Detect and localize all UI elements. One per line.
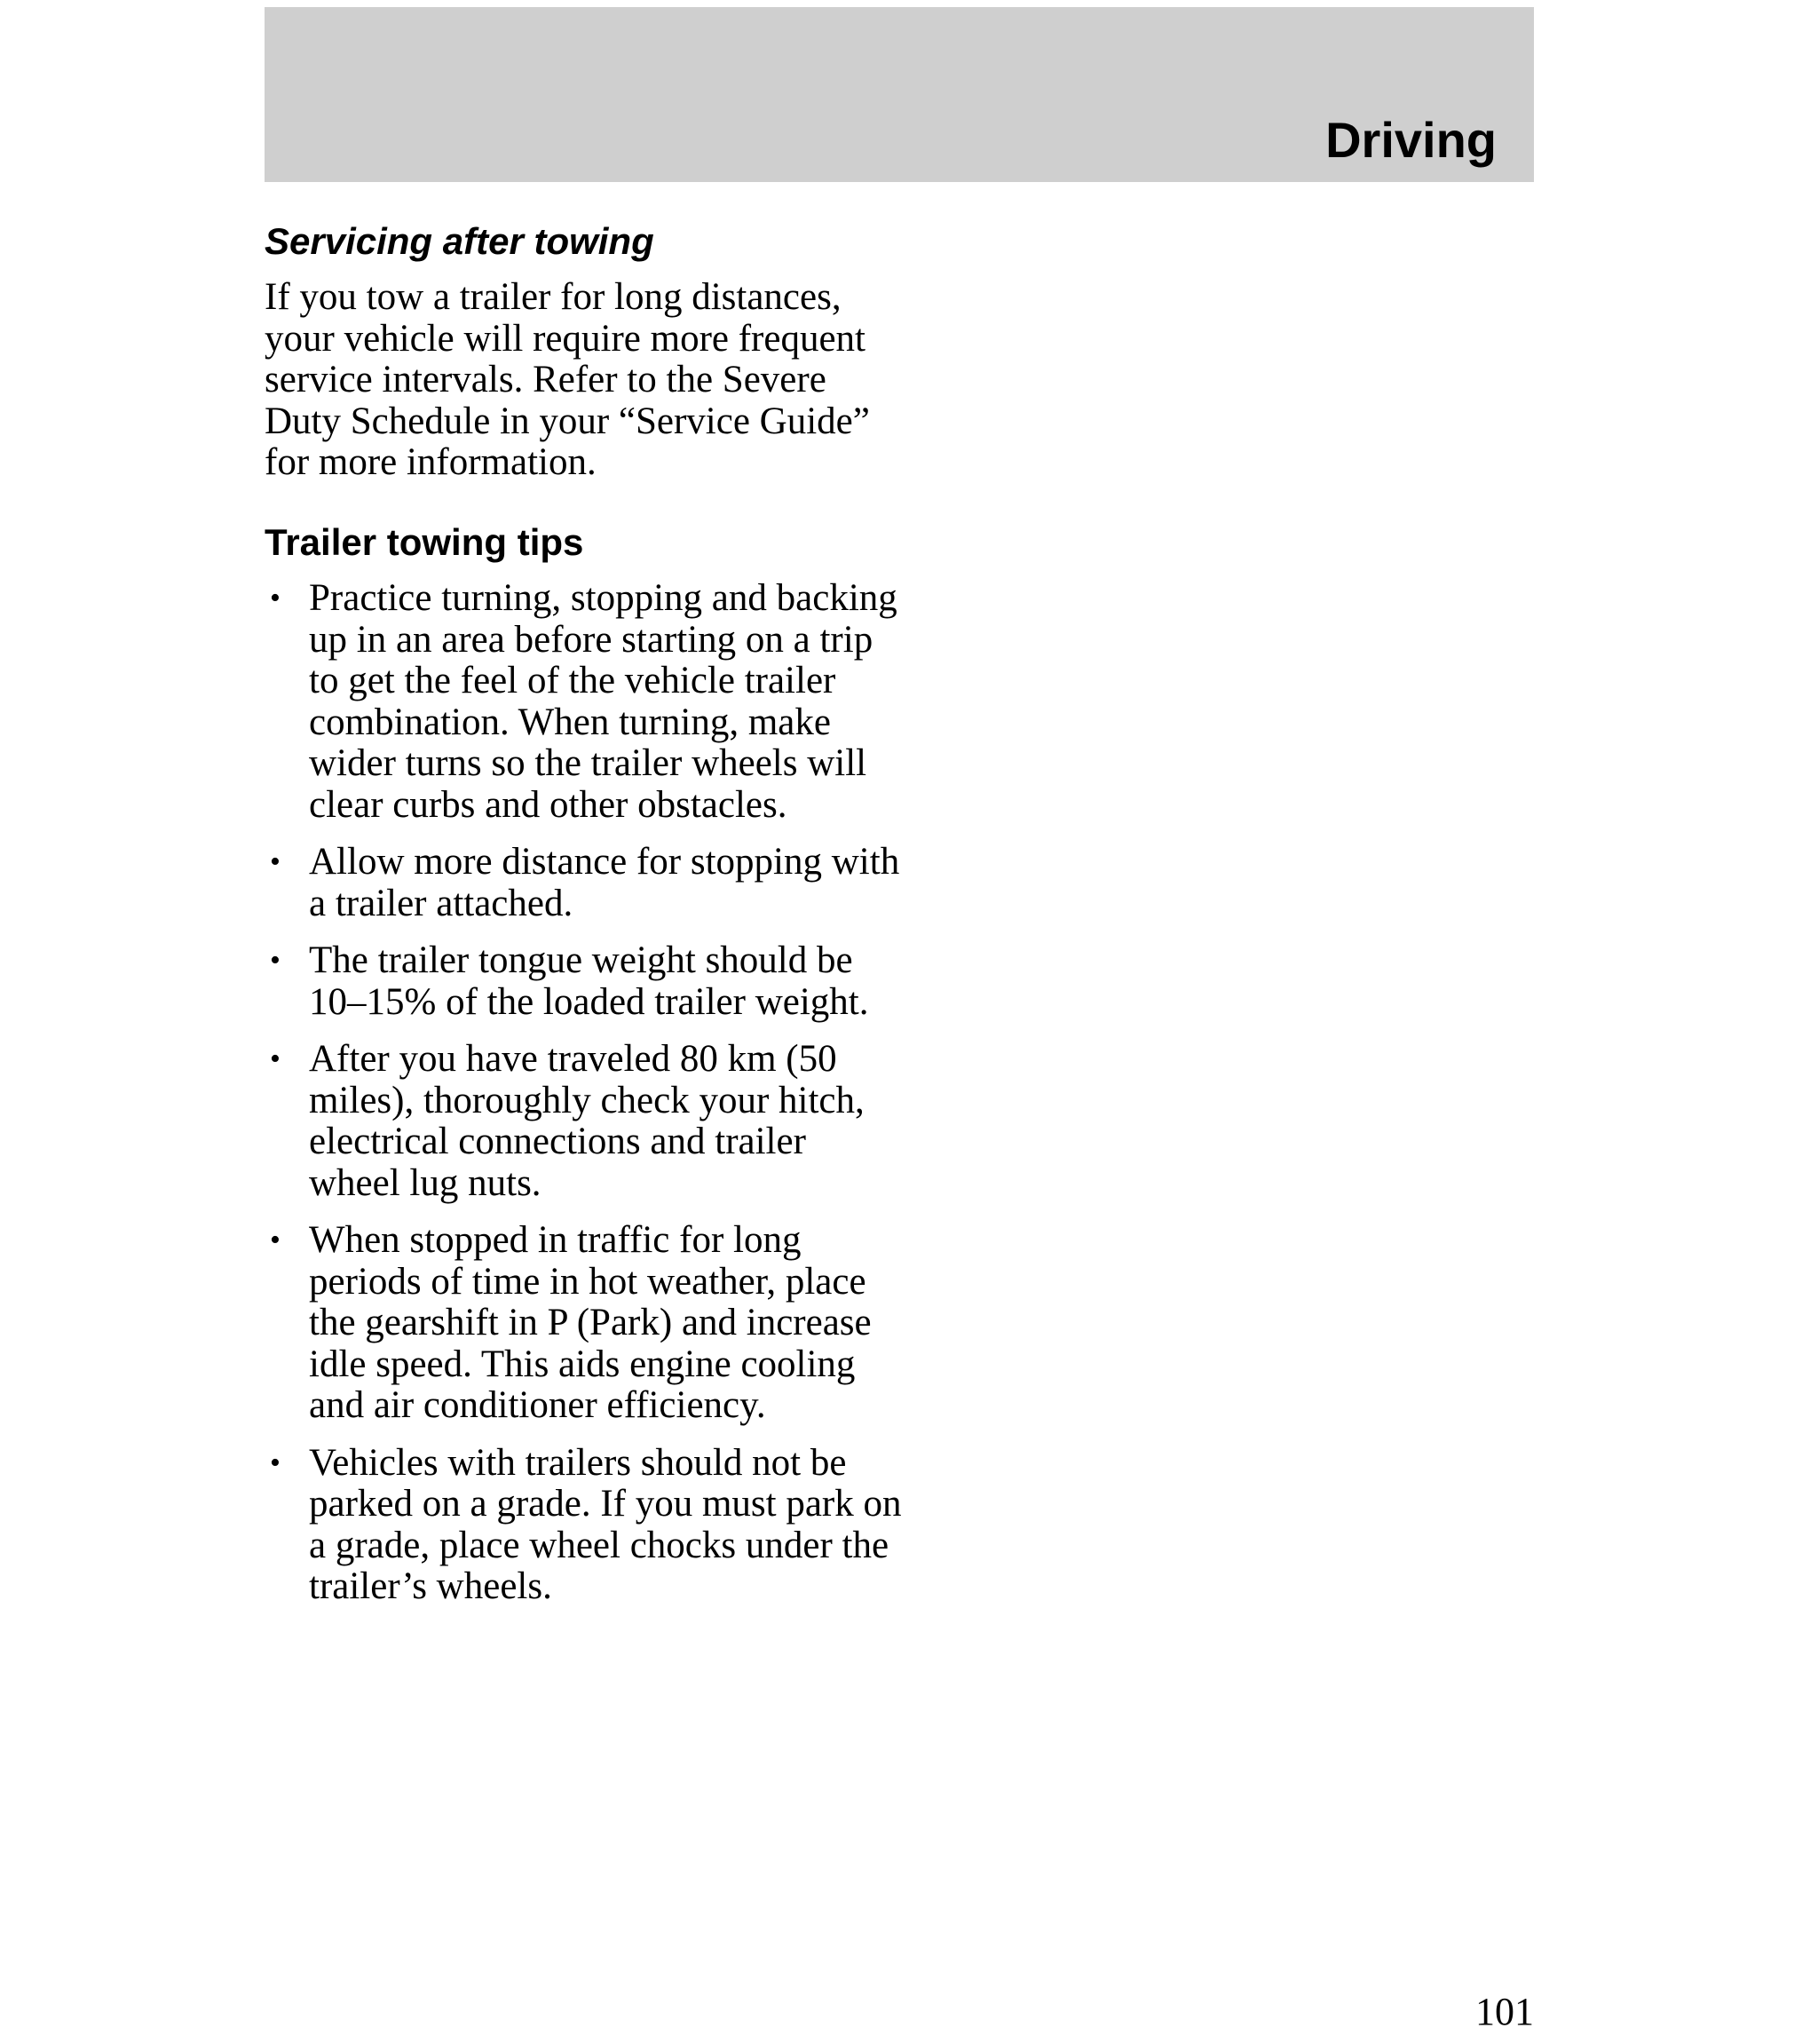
page-number: 101 [1475, 1990, 1534, 2033]
tip-text: Vehicles with trailers should not be parked on a grade. If you must park on a grade, place wheel chocks under the trailer’s wheels. [309, 1441, 902, 1608]
tips-list [265, 578, 904, 1608]
bullet-icon: • [270, 582, 281, 615]
tip-text: Allow more distance for stopping with a trailer attached. [309, 841, 900, 924]
tip-item [265, 842, 904, 924]
page-content [265, 220, 904, 1624]
section-heading-tips: Trailer towing tips [265, 520, 584, 563]
bullet-icon: • [270, 845, 281, 879]
bullet-icon: • [270, 1042, 281, 1076]
bullet-icon: • [270, 1446, 281, 1479]
tip-item [265, 1443, 904, 1608]
chapter-header-band [265, 7, 1534, 182]
bullet-icon: • [270, 944, 281, 978]
tip-text: After you have traveled 80 km (50 miles), thoroughly check your hitch, electrical connections and trailer wheel lug nuts. [309, 1038, 865, 1204]
bullet-icon: • [270, 1224, 281, 1257]
tip-item [265, 940, 904, 1023]
tip-text: When stopped in traffic for long periods of time in hot weather, place the gearshift in P (Park) and increase idle speed. This aids engine cooling and air conditioner efficiency. [309, 1219, 872, 1427]
tip-text: The trailer tongue weight should be 10–15% of the loaded trailer weight. [309, 939, 869, 1023]
section-heading-servicing: Servicing after towing [265, 220, 654, 262]
tip-item [265, 1220, 904, 1427]
tip-item [265, 1039, 904, 1204]
servicing-paragraph: If you tow a trailer for long distances, your vehicle will require more frequent service intervals. Refer to the Severe Duty Schedule in your “Service Guide” for more information. [265, 276, 870, 484]
tip-item [265, 578, 904, 826]
tip-text: Practice turning, stopping and backing up in an area before starting on a trip to get the feel of the vehicle trailer combination. When turning, make wider turns so the trailer wheels will clear curbs and other obstacles. [309, 577, 897, 826]
chapter-title: Driving [1325, 112, 1497, 168]
